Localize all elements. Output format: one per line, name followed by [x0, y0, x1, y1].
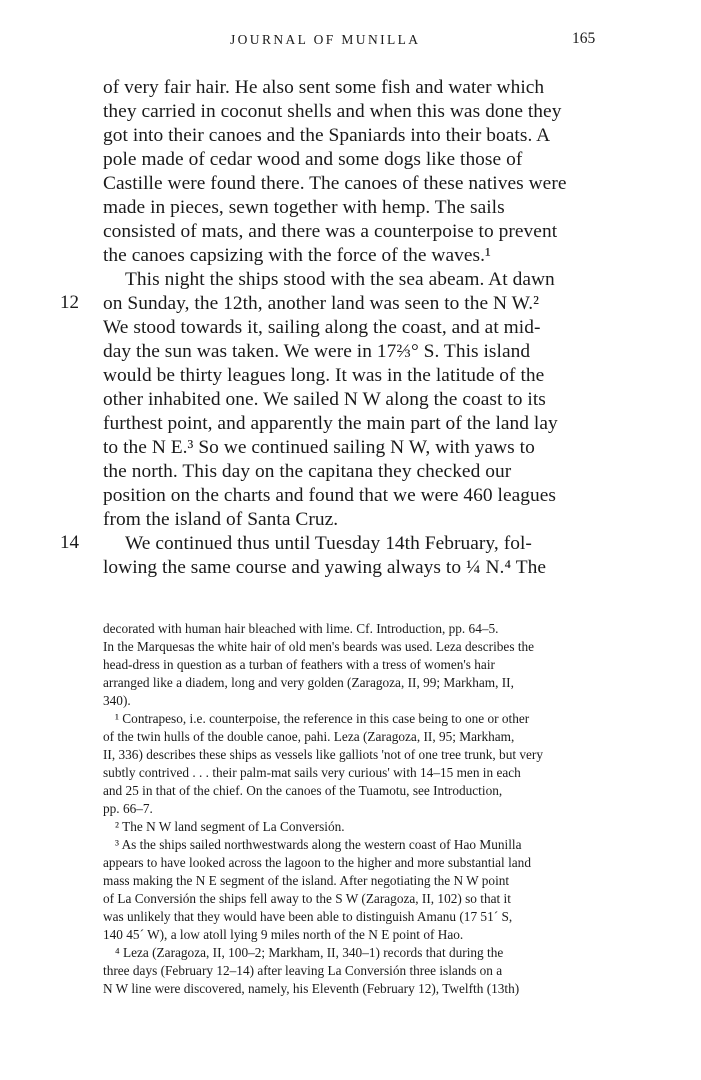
footnote-line: was unlikely that they would have been able to distinguish Amanu (17 51´ S, — [103, 909, 513, 924]
running-title: JOURNAL OF MUNILLA — [230, 32, 421, 47]
text-line: pole made of cedar wood and some dogs like those of — [103, 149, 523, 170]
footnote-line: of the twin hulls of the double canoe, pahi. Leza (Zaragoza, II, 95; Markham, — [103, 729, 515, 744]
footnote-line: three days (February 12–14) after leaving La Conversión three islands on a — [103, 963, 503, 978]
text-line: We continued thus until Tuesday 14th February, fol- — [125, 533, 532, 554]
footnote-line: decorated with human hair bleached with lime. Cf. Introduction, pp. 64–5. — [103, 621, 499, 636]
footnote-line: ⁴ Leza (Zaragoza, II, 100–2; Markham, II, 340–1) records that during the — [115, 945, 504, 960]
text-line: the canoes capsizing with the force of the waves.¹ — [103, 245, 491, 266]
text-line: they carried in coconut shells and when this was done they — [103, 101, 562, 122]
text-line: Castille were found there. The canoes of these natives were — [103, 173, 567, 194]
footnote-line: arranged like a diadem, long and very golden (Zaragoza, II, 99; Markham, II, — [103, 675, 514, 690]
text-line: to the N E.³ So we continued sailing N W, with yaws to — [103, 437, 535, 458]
text-line: furthest point, and apparently the main part of the land lay — [103, 413, 558, 434]
footnote-line: 140 45´ W), a low atoll lying 9 miles north of the N E point of Hao. — [103, 927, 464, 942]
margin-date: 14 — [60, 532, 79, 553]
page-number: 165 — [572, 30, 596, 47]
footnote-line: and 25 in that of the chief. On the canoes of the Tuamotu, see Introduction, — [103, 783, 503, 798]
margin-date: 12 — [60, 292, 79, 313]
text-line: day the sun was taken. We were in 17⅔° S. This island — [103, 341, 531, 362]
text-line: position on the charts and found that we were 460 leagues — [103, 485, 557, 506]
text-line: the north. This day on the capitana they checked our — [103, 461, 512, 482]
footnote-line: head-dress in question as a turban of feathers with a tress of women's hair — [103, 657, 495, 672]
text-line: got into their canoes and the Spaniards into their boats. A — [103, 125, 551, 146]
footnote-line: ¹ Contrapeso, i.e. counterpoise, the reference in this case being to one or other — [115, 711, 530, 726]
footnote-line: N W line were discovered, namely, his Eleventh (February 12), Twelfth (13th) — [103, 981, 520, 996]
footnote-line: subtly contrived . . . their palm-mat sails very curious' with 14–15 men in each — [103, 765, 521, 780]
footnote-line: In the Marquesas the white hair of old men's beards was used. Leza describes the — [103, 639, 535, 654]
footnote-line: appears to have looked across the lagoon to the higher and more substantial land — [103, 855, 531, 870]
text-line: would be thirty leagues long. It was in the latitude of the — [103, 365, 545, 386]
text-line: from the island of Santa Cruz. — [103, 509, 339, 530]
footnote-line: 340). — [103, 693, 131, 708]
footnote-line: of La Conversión the ships fell away to the S W (Zaragoza, II, 102) so that it — [103, 891, 511, 906]
footnote-line: ² The N W land segment of La Conversión. — [115, 819, 345, 834]
footnote-line: II, 336) describes these ships as vessels like galliots 'not of one tree trunk, but very — [103, 747, 543, 762]
footnote-line: mass making the N E segment of the island. After negotiating the N W point — [103, 873, 510, 888]
text-line: lowing the same course and yawing always to ¼ N.⁴ The — [103, 557, 547, 578]
footnote-line: ³ As the ships sailed northwestwards along the western coast of Hao Munilla — [115, 837, 522, 852]
text-line: This night the ships stood with the sea abeam. At dawn — [125, 269, 555, 290]
text-line: We stood towards it, sailing along the coast, and at mid- — [103, 317, 541, 338]
text-line: of very fair hair. He also sent some fish and water which — [103, 77, 545, 98]
text-line: on Sunday, the 12th, another land was seen to the N W.² — [103, 293, 539, 314]
text-line: made in pieces, sewn together with hemp. The sails — [103, 197, 505, 218]
footnote-line: pp. 66–7. — [103, 801, 153, 816]
text-line: consisted of mats, and there was a counterpoise to prevent — [103, 221, 558, 242]
text-line: other inhabited one. We sailed N W along the coast to its — [103, 389, 546, 410]
